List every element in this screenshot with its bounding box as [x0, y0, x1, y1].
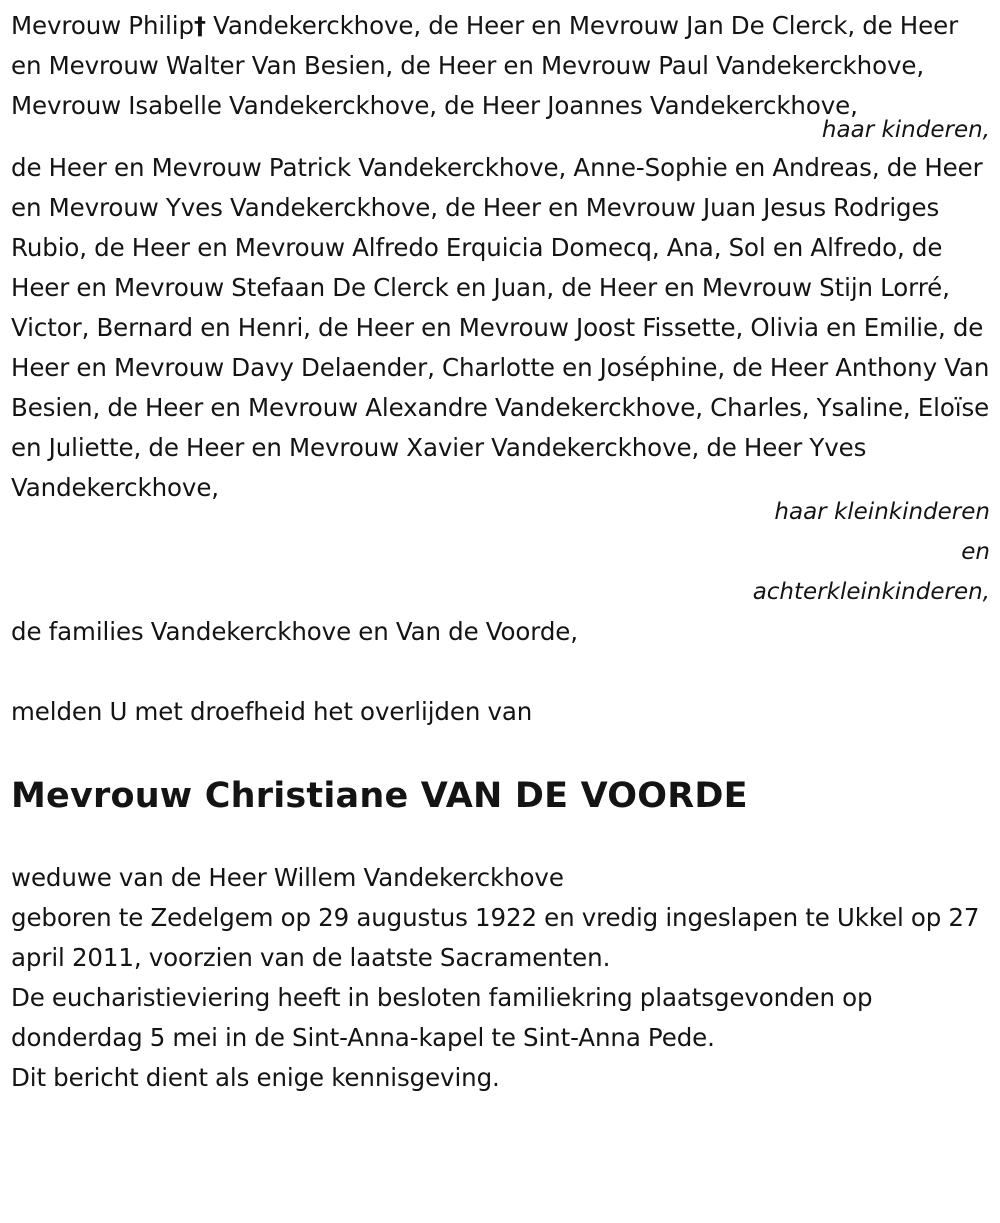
birth-death-paragraph: geboren te Zedelgem op 29 augustus 1922 en vredig ingeslapen te Ukkel op 27 april 2011, voorzien van de laatste Sacramenten. [11, 903, 980, 972]
deceased-cross-icon: † [193, 12, 206, 40]
grandchildren-role-line-1: haar kleinkinderen [774, 499, 990, 525]
ceremony-paragraph: De eucharistieviering heeft in besloten familiekring plaatsgevonden op donderdag 5 mei in de Sint-Anna-kapel te Sint-Anna Pede. [11, 983, 873, 1052]
grandchildren-role-line-3: achterkleinkinderen, [752, 579, 990, 605]
deceased-name-heading: Mevrouw Christiane VAN DE VOORDE [11, 776, 748, 816]
grandchildren-role [11, 492, 990, 612]
children-paragraph [11, 6, 990, 126]
widow-of-line: weduwe van de Heer Willem Vandekerckhove [11, 863, 564, 892]
children-text-rest: Vandekerckhove, de Heer en Mevrouw Jan De Clerck, de Heer en Mevrouw Walter Van Besien, de Heer en Mevrouw Paul Vandekerckhove, Mevrouw Isabelle Vandekerckhove, de Heer Joannes Vandekerckhove, [11, 11, 959, 120]
families-line: de families Vandekerckhove en Van de Voorde, [11, 617, 578, 646]
grandchildren-role-line-2: en [961, 539, 990, 565]
grandchildren-paragraph: de Heer en Mevrouw Patrick Vandekerckhove, Anne-Sophie en Andreas, de Heer en Mevrouw Yves Vandekerckhove, de Heer en Mevrouw Juan Jesus Rodriges Rubio, de Heer en Mevrouw Alfredo Erquicia Domecq, Ana, Sol en Alfredo, de Heer en Mevrouw Stefaan De Clerck en Juan, de Heer en Mevrouw Stijn Lorré, Victor, Bernard en Henri, de Heer en Mevrouw Joost Fissette, Olivia en Emilie, de Heer en Mevrouw Davy Delaender, Charlotte en Joséphine, de Heer Anthony Van Besien, de Heer en Mevrouw Alexandre Vandekerckhove, Charles, Ysaline, Eloïse en Juliette, de Heer en Mevrouw Xavier Vandekerckhove, de Heer Yves Vandekerckhove, [11, 153, 990, 502]
children-role: haar kinderen, [821, 117, 990, 143]
announcement-line: melden U met droefheid het overlijden van [11, 697, 533, 726]
closing-line: Dit bericht dient als enige kennisgeving. [11, 1063, 500, 1092]
children-text-start: Mevrouw Philip [11, 11, 194, 40]
